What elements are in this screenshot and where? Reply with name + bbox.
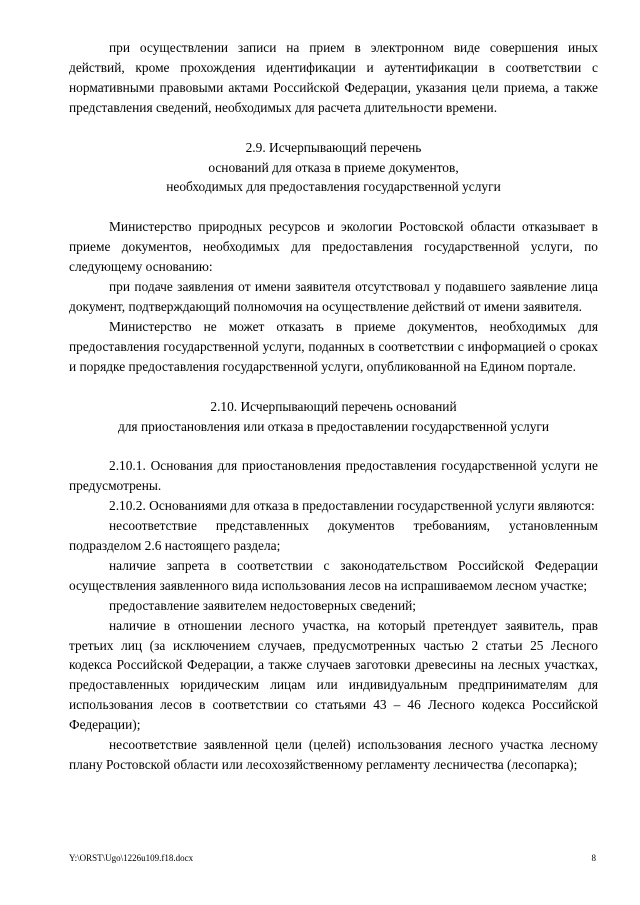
section-2-9-heading-line3: необходимых для предоставления государственной услуги [166, 179, 501, 195]
section-2-9-heading-line1: 2.9. Исчерпывающий перечень [245, 139, 422, 155]
section-2-10-paragraph: наличие запрета в соответствии с законодательством Российской Федерации осуществления заявленного вида использования лесов на испрашиваемом лесном участке; [69, 557, 598, 593]
section-2-9-paragraph: Министерство природных ресурсов и экологии Ростовской области отказывает в приеме документов, необходимых для предоставления государственной услуги, по следующему основанию: [69, 219, 598, 275]
section-2-10-paragraph: несоответствие заявленной цели (целей) использования лесного участка лесному плану Ростовской области или лесохозяйственному регламенту лесничества (лесопарка); [69, 737, 598, 772]
section-2-9-heading [69, 138, 598, 198]
section-2-9-paragraph: Министерство не может отказать в приеме документов, необходимых для предоставления государственной услуги, поданных в соответствии с информацией о сроках и порядке предоставления государственной услуги, опубликованной на Едином портале. [69, 318, 598, 374]
section-2-10-paragraph: предоставление заявителем недостоверных сведений; [109, 597, 416, 613]
section-2-9-paragraph: при подаче заявления от имени заявителя отсутствовал у подавшего заявление лица документ, подтверждающий полномочия на осуществление действий от имени заявителя. [69, 279, 598, 314]
page-number: 8 [591, 853, 596, 863]
section-2-9-body [69, 217, 598, 376]
section-2-10-paragraph: 2.10.1. Основания для приостановления предоставления государственной услуги не предусмотрены. [69, 458, 598, 494]
paragraph-top: при осуществлении записи на прием в электронном виде совершения иных действий, кроме прохождения идентификации и аутентификации в соответствии с нормативными правовыми актами Российской Федерации, указания цели приема, а также представления сведений, необходимых для расчета длительности времени. [69, 40, 598, 115]
section-2-9-heading-line2: оснований для отказа в приеме документов, [208, 159, 459, 175]
footer-file-path: Y:\ORST\Ugo\1226u109.f18.docx [69, 853, 194, 863]
section-2-10-heading-line1: 2.10. Исчерпывающий перечень оснований [210, 398, 457, 414]
section-2-10-body [69, 456, 598, 775]
section-2-10-heading [69, 397, 598, 437]
document-page [69, 38, 598, 775]
section-2-10-paragraph: наличие в отношении лесного участка, на который претендует заявитель, прав третьих лиц (за исключением случаев, предусмотренных частью 2 статьи 25 Лесного кодекса Российской Федерации, а также случаев заготовки древесины на лесных участках, предоставленных юридическим лицам или индивидуальным предпринимателям для использования лесов в соответствии со статьями 43 – 46 Лесного кодекса Российской Федерации); [69, 617, 598, 733]
section-2-10-paragraph: 2.10.2. Основаниями для отказа в предоставлении государственной услуги являются: [109, 498, 595, 514]
section-2-10-paragraph: несоответствие представленных документов требованиям, установленным подразделом 2.6 настоящего раздела; [69, 518, 598, 554]
section-2-10-heading-line2: для приостановления или отказа в предоставлении государственной услуги [117, 418, 550, 434]
